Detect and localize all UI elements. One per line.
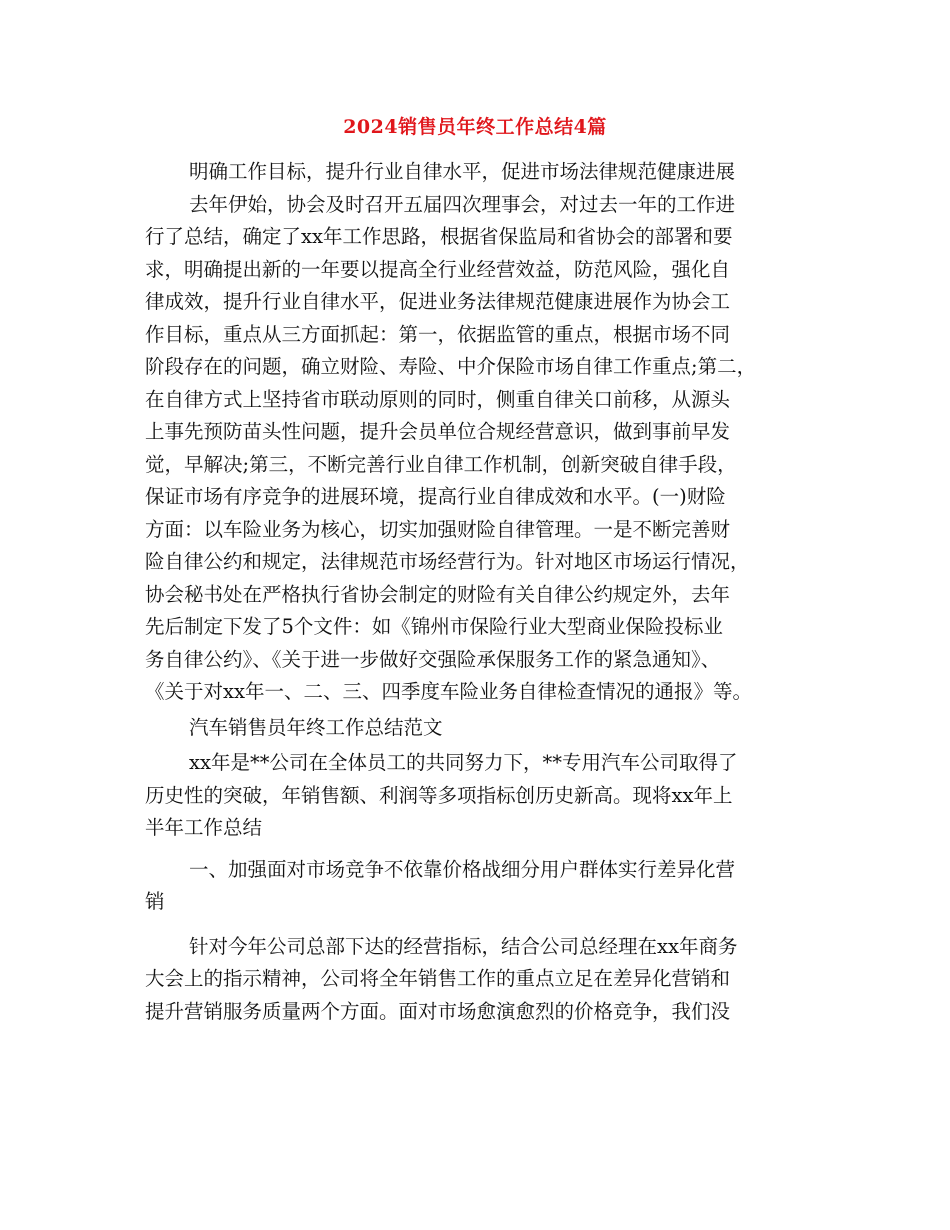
paragraph-line: 历史性的突破，年销售额、利润等多项指标创历史新高。现将xx年上 [145, 783, 733, 807]
section-heading: 一、加强面对市场竞争不依靠价格战细分用户群体实行差异化营 [189, 857, 736, 881]
document-body [145, 156, 815, 1028]
paragraph-line: 先后制定下发了5个文件：如《锦州市保险行业大型商业保险投标业 [145, 615, 723, 638]
paragraph-line: 协会秘书处在严格执行省协会制定的财险有关自律公约规定外，去年 [145, 582, 731, 606]
paragraph-line: 半年工作总结 [145, 816, 263, 839]
paragraph-line: 去年伊始，协会及时召开五届四次理事会，对过去一年的工作进 [189, 192, 736, 216]
paragraph-line: 务自律公约》、《关于进一步做好交强险承保服务工作的紧急通知》、 [145, 647, 721, 671]
paragraph-line: 阶段存在的问题，确立财险、寿险、中介保险市场自律工作重点;第二， [145, 355, 757, 378]
page-title: 2024销售员年终工作总结4篇 [343, 116, 607, 138]
paragraph-line: 提升营销服务质量两个方面。面对市场愈演愈烈的价格竞争，我们没 [145, 999, 731, 1023]
paragraph-line: 《关于对xx年一、二、三、四季度车险业务自律检查情况的通报》等。 [145, 680, 752, 703]
paragraph-line: 在自律方式上坚持省市联动原则的同时，侧重自律关口前移，从源头 [145, 387, 731, 411]
paragraph-line: 行了总结，确定了xx年工作思路，根据省保监局和省协会的部署和要 [145, 225, 733, 248]
section-heading: 销 [145, 890, 165, 913]
paragraph-line: 求，明确提出新的一年要以提高全行业经营效益，防范风险，强化自 [145, 257, 731, 281]
paragraph-line: 明确工作目标，提升行业自律水平，促进市场法律规范健康进展 [189, 160, 736, 183]
paragraph-line: xx年是**公司在全体员工的共同努力下，**专用汽车公司取得了 [189, 751, 738, 774]
paragraph-line: 作目标，重点从三方面抓起：第一，依据监管的重点，根据市场不同 [145, 322, 731, 346]
paragraph-line: 方面：以车险业务为核心，切实加强财险自律管理。一是不断完善财 [145, 517, 731, 541]
paragraph-line: 觉，早解决;第三，不断完善行业自律工作机制，创新突破自律手段， [145, 452, 737, 476]
paragraph-line: 大会上的指示精神，公司将全年销售工作的重点立足在差异化营销和 [145, 967, 731, 990]
paragraph-line: 上事先预防苗头性问题，提升会员单位合规经营意识，做到事前早发 [145, 420, 731, 443]
paragraph-line: 保证市场有序竞争的进展环境，提高行业自律成效和水平。(一)财险 [145, 485, 726, 508]
paragraph-line: 律成效，提升行业自律水平，促进业务法律规范健康进展作为协会工 [145, 290, 731, 313]
paragraph-line: 针对今年公司总部下达的经营指标，结合公司总经理在xx年商务 [189, 934, 738, 958]
section-heading: 汽车销售员年终工作总结范文 [189, 715, 443, 739]
paragraph-line: 险自律公约和规定，法律规范市场经营行为。针对地区市场运行情况， [145, 550, 750, 573]
